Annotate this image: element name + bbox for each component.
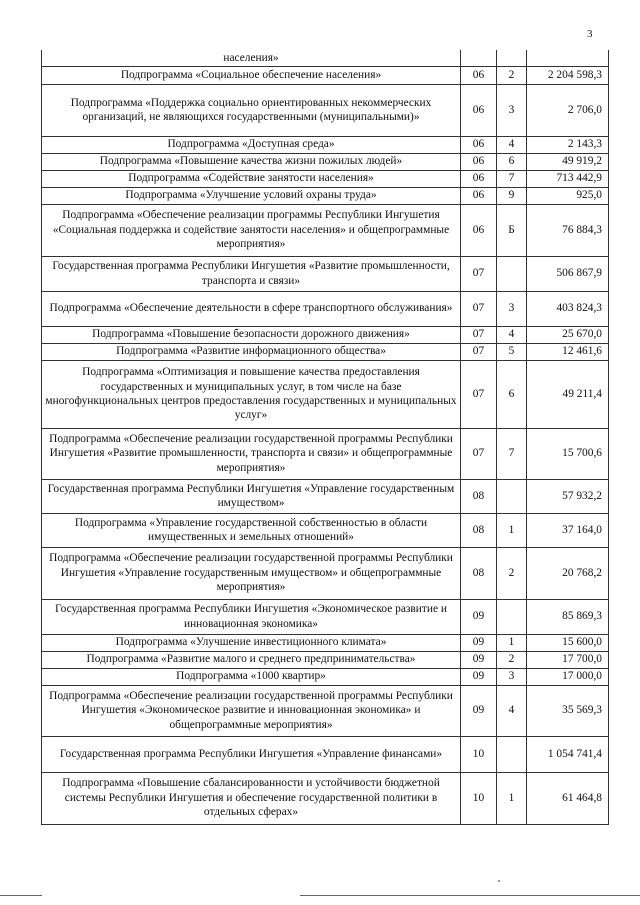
program-name: Подпрограмма «Социальное обеспечение населения» — [42, 66, 461, 84]
program-name: Подпрограмма «Обеспечение реализации государственной программы Республики Ингушетия «Экономическое развитие и инновационная экономика» и общепрограммные мероприятия» — [42, 685, 461, 736]
subprogram-code: 6 — [497, 153, 527, 170]
program-name: Государственная программа Республики Ингушетия «Управление государственным имуществом» — [42, 479, 461, 513]
amount: 506 867,9 — [527, 256, 609, 291]
amount: 713 442,9 — [527, 170, 609, 187]
program-name: Подпрограмма «Оптимизация и повышение качества предоставления государственных и муниципальных услуг, в том числе на базе многофункциональных центров предоставления государственных и муниципальных услуг» — [42, 360, 461, 428]
program-code: 06 — [461, 204, 497, 256]
table-row — [42, 291, 609, 326]
program-code: 06 — [461, 153, 497, 170]
subprogram-code: 6 — [497, 360, 527, 428]
program-name: Государственная программа Республики Ингушетия «Управление финансами» — [42, 736, 461, 772]
program-code: 08 — [461, 479, 497, 513]
program-code: 10 — [461, 736, 497, 772]
program-name: Государственная программа Республики Ингушетия «Экономическое развитие и инновационная экономика» — [42, 599, 461, 634]
table-row — [42, 187, 609, 204]
amount: 76 884,3 — [527, 204, 609, 256]
program-code: 06 — [461, 66, 497, 84]
subprogram-code: 2 — [497, 651, 527, 668]
program-code: 09 — [461, 668, 497, 685]
program-name: Подпрограмма «Развитие информационного общества» — [42, 343, 461, 360]
table-row — [42, 360, 609, 428]
subprogram-code — [497, 736, 527, 772]
amount: 2 204 598,3 — [527, 66, 609, 84]
table-row — [42, 343, 609, 360]
amount: 15 600,0 — [527, 634, 609, 651]
amount: 49 211,4 — [527, 360, 609, 428]
subprogram-code: 9 — [497, 187, 527, 204]
program-name: Подпрограмма «Поддержка социально ориентированных некоммерческих организаций, не являющихся государственными (муниципальными)» — [42, 84, 461, 136]
subprogram-code: 1 — [497, 513, 527, 547]
program-code: 10 — [461, 772, 497, 824]
subprogram-code: 4 — [497, 136, 527, 153]
program-name: Подпрограмма «1000 квартир» — [42, 668, 461, 685]
program-name: Подпрограмма «Улучшение инвестиционного климата» — [42, 634, 461, 651]
budget-table — [41, 50, 609, 825]
amount: 17 000,0 — [527, 668, 609, 685]
subprogram-code: 1 — [497, 772, 527, 824]
footer-rule-left — [0, 895, 42, 896]
amount: 1 054 741,4 — [527, 736, 609, 772]
table-row — [42, 736, 609, 772]
subprogram-code: 1 — [497, 634, 527, 651]
program-code: 07 — [461, 326, 497, 343]
program-code: 07 — [461, 360, 497, 428]
amount: 20 768,2 — [527, 547, 609, 599]
subprogram-code: 2 — [497, 547, 527, 599]
table-row — [42, 66, 609, 84]
table-row — [42, 50, 609, 66]
program-name: Подпрограмма «Повышение сбалансированности и устойчивости бюджетной системы Республики Ингушетия и обеспечение государственной политики в отдельных сферах» — [42, 772, 461, 824]
table-row — [42, 651, 609, 668]
subprogram-code: 4 — [497, 326, 527, 343]
program-code: 07 — [461, 428, 497, 479]
subprogram-code: 3 — [497, 668, 527, 685]
program-code: 09 — [461, 599, 497, 634]
program-name: Подпрограмма «Управление государственной собственностью в области имущественных и земельных отношений» — [42, 513, 461, 547]
subprogram-code: 4 — [497, 685, 527, 736]
table-row — [42, 599, 609, 634]
subprogram-code: 7 — [497, 428, 527, 479]
program-name: Подпрограмма «Обеспечение деятельности в сфере транспортного обслуживания» — [42, 291, 461, 326]
program-code: 08 — [461, 547, 497, 599]
subprogram-code — [497, 50, 527, 66]
subprogram-code: 2 — [497, 66, 527, 84]
table-row — [42, 479, 609, 513]
table-row — [42, 84, 609, 136]
amount: 12 461,6 — [527, 343, 609, 360]
program-name: Подпрограмма «Доступная среда» — [42, 136, 461, 153]
program-name: Подпрограмма «Повышение качества жизни пожилых людей» — [42, 153, 461, 170]
subprogram-code — [497, 599, 527, 634]
amount: 15 700,6 — [527, 428, 609, 479]
table-row — [42, 428, 609, 479]
program-code: 09 — [461, 685, 497, 736]
subprogram-code: 7 — [497, 170, 527, 187]
amount: 61 464,8 — [527, 772, 609, 824]
amount — [527, 50, 609, 66]
footer-rule-right — [300, 895, 640, 896]
table-row — [42, 513, 609, 547]
program-name: Подпрограмма «Улучшение условий охраны труда» — [42, 187, 461, 204]
program-name: Подпрограмма «Обеспечение реализации государственной программы Республики Ингушетия «Развитие промышленности, транспорта и связи» и общепрограммные мероприятия» — [42, 428, 461, 479]
program-code: 09 — [461, 651, 497, 668]
amount: 37 164,0 — [527, 513, 609, 547]
table-row — [42, 634, 609, 651]
program-name: Подпрограмма «Развитие малого и среднего предпринимательства» — [42, 651, 461, 668]
table-row — [42, 772, 609, 824]
amount: 57 932,2 — [527, 479, 609, 513]
program-code — [461, 50, 497, 66]
table-row — [42, 547, 609, 599]
program-code: 07 — [461, 256, 497, 291]
program-code: 06 — [461, 170, 497, 187]
table-body — [42, 50, 609, 824]
table-row — [42, 170, 609, 187]
program-code: 06 — [461, 136, 497, 153]
table-row — [42, 153, 609, 170]
table-row — [42, 204, 609, 256]
amount: 35 569,3 — [527, 685, 609, 736]
subprogram-code: 5 — [497, 343, 527, 360]
program-code: 07 — [461, 343, 497, 360]
table-row — [42, 668, 609, 685]
table-row — [42, 326, 609, 343]
subprogram-code: 3 — [497, 291, 527, 326]
amount: 85 869,3 — [527, 599, 609, 634]
page-number: 3 — [587, 28, 593, 40]
amount: 925,0 — [527, 187, 609, 204]
program-code: 06 — [461, 84, 497, 136]
program-name: населения» — [42, 50, 461, 66]
table-row — [42, 256, 609, 291]
program-name: Подпрограмма «Повышение безопасности дорожного движения» — [42, 326, 461, 343]
program-code: 07 — [461, 291, 497, 326]
program-name: Государственная программа Республики Ингушетия «Развитие промышленности, транспорта и связи» — [42, 256, 461, 291]
amount: 403 824,3 — [527, 291, 609, 326]
amount: 17 700,0 — [527, 651, 609, 668]
program-name: Подпрограмма «Обеспечение реализации программы Республики Ингушетия «Социальная поддержка и содействие занятости населения» и общепрограммные мероприятия» — [42, 204, 461, 256]
scan-artifact — [498, 880, 500, 882]
amount: 2 143,3 — [527, 136, 609, 153]
amount: 49 919,2 — [527, 153, 609, 170]
subprogram-code — [497, 256, 527, 291]
subprogram-code: Б — [497, 204, 527, 256]
program-code: 09 — [461, 634, 497, 651]
table-row — [42, 685, 609, 736]
program-code: 08 — [461, 513, 497, 547]
program-name: Подпрограмма «Содействие занятости населения» — [42, 170, 461, 187]
subprogram-code: 3 — [497, 84, 527, 136]
amount: 2 706,0 — [527, 84, 609, 136]
table-row — [42, 136, 609, 153]
amount: 25 670,0 — [527, 326, 609, 343]
program-name: Подпрограмма «Обеспечение реализации государственной программы Республики Ингушетия «Управление государственным имуществом» и общепрограммные мероприятия» — [42, 547, 461, 599]
subprogram-code — [497, 479, 527, 513]
program-code: 06 — [461, 187, 497, 204]
